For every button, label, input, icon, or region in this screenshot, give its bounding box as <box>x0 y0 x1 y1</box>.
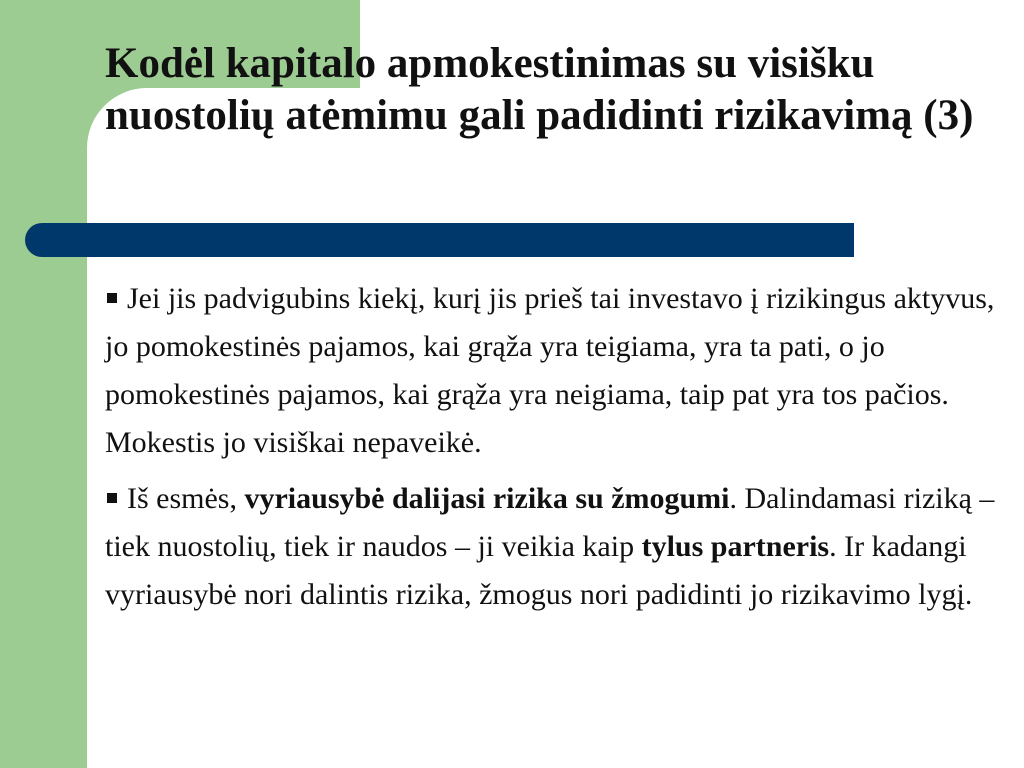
square-bullet-icon <box>107 493 117 503</box>
slide-content <box>105 275 1010 627</box>
bullet-text: Jei jis padvigubins kiekį, kurį jis prieš tai investavo į rizikingus aktyvus, jo pomokestinės pajamos, kai grąža yra teigiama, yra ta pati, o jo pomokestinės pajamos, kai grąža yra neigiama, taip pat yra tos pačios. Mokestis jo visiškai nepaveikė. <box>105 282 995 459</box>
bullet-text-part: . Dalindamasi riziką – tiek nuostolių, tiek ir naudos – ji veikia kaip <box>105 482 995 563</box>
slide-title: Kodėl kapitalo apmokestinimas su visišku nuostolių atėmimu gali padidinti rizikavimą (3) <box>105 40 974 139</box>
bullet-text-part: . Ir kadangi vyriausybė nori dalintis rizika, žmogus nori padidinti jo rizikavimo lygį. <box>105 530 973 611</box>
bullet-bold-text: tylus partneris <box>641 530 830 563</box>
title-underline-bar <box>25 223 854 257</box>
square-bullet-icon <box>107 293 117 303</box>
bullet-item <box>105 275 1010 467</box>
bullet-text-part: Iš esmės, <box>127 482 245 515</box>
bullet-bold-text: vyriausybė dalijasi rizika su žmogumi <box>244 482 730 515</box>
bullet-item <box>105 475 1010 619</box>
